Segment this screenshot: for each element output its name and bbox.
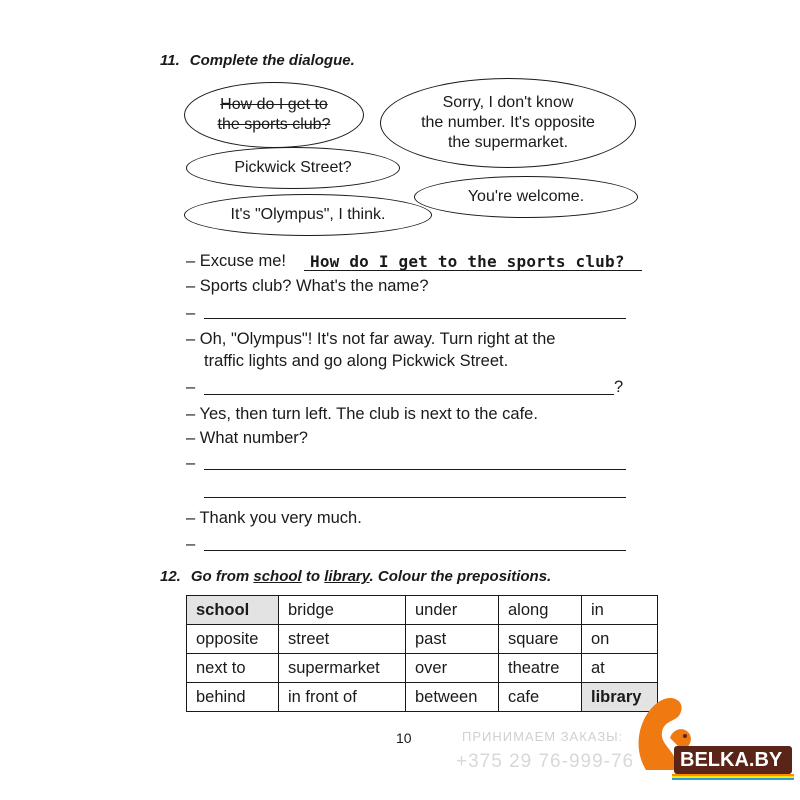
grid-cell[interactable]: next to [187,654,279,683]
grid-cell[interactable]: at [582,654,658,683]
question-mark: ? [614,378,624,396]
dialogue-dash-3: – [186,304,196,322]
handwritten-answer: How do I get to the sports club? [310,252,625,271]
prepositions-grid [186,595,658,712]
watermark-orders: ПРИНИМАЕМ ЗАКАЗЫ: [462,729,624,744]
grid-cell[interactable]: past [406,625,499,654]
table-row [187,683,658,712]
grid-cell[interactable]: square [499,625,582,654]
bubble-pickwick: Pickwick Street? [186,147,400,189]
logo-stripes [672,774,794,780]
answer-line-3[interactable] [204,318,626,319]
dialogue-line-7: – What number? [186,429,308,447]
dialogue-dash-8: – [186,454,196,472]
belka-logo [636,692,794,782]
grid-cell[interactable]: school [187,596,279,625]
dialogue-line-2: – Sports club? What's the name? [186,277,429,295]
bubble-welcome: You're welcome. [414,176,638,218]
table-row [187,654,658,683]
grid-cell[interactable]: theatre [499,654,582,683]
answer-line-8a[interactable] [204,469,626,470]
grid-cell[interactable]: street [279,625,406,654]
dialogue-line-4a: – Oh, "Olympus"! It's not far away. Turn right at the [186,330,556,348]
answer-line-10[interactable] [204,550,626,551]
answer-line-8b[interactable] [204,497,626,498]
answer-line-5[interactable] [204,394,614,395]
dialogue-dash-5: – [186,378,196,396]
grid-cell[interactable]: bridge [279,596,406,625]
bubble-sorry: Sorry, I don't know the number. It's opposite the supermarket. [380,78,636,168]
grid-cell[interactable]: under [406,596,499,625]
dialogue-line-9: – Thank you very much. [186,509,362,527]
grid-cell[interactable]: opposite [187,625,279,654]
task-11-title: 11. Complete the dialogue. [160,52,355,69]
bubble-olympus: It's "Olympus", I think. [184,194,432,236]
dialogue-dash-10: – [186,535,196,553]
task-12-title: 12. Go from school to library. Colour the prepositions. [160,568,552,585]
grid-cell[interactable]: supermarket [279,654,406,683]
grid-cell[interactable]: between [406,683,499,712]
watermark-phone: +375 29 76-999-76 [456,751,635,772]
grid-cell[interactable]: along [499,596,582,625]
table-row [187,596,658,625]
page-number: 10 [396,730,412,746]
grid-cell[interactable]: on [582,625,658,654]
grid-cell[interactable]: behind [187,683,279,712]
dialogue-line-1: – Excuse me! [186,252,286,270]
bubble-crossed-question: How do I get to the sports club? [184,82,364,148]
grid-cell[interactable]: in [582,596,658,625]
dialogue-line-4b: traffic lights and go along Pickwick Street. [204,352,509,370]
dialogue-line-6: – Yes, then turn left. The club is next to the cafe. [186,405,538,423]
table-row [187,625,658,654]
grid-cell[interactable]: in front of [279,683,406,712]
answer-line-1[interactable] [304,270,642,271]
grid-cell[interactable]: library [582,683,658,712]
logo-text: BELKA.BY [674,746,792,774]
grid-cell[interactable]: over [406,654,499,683]
grid-cell[interactable]: cafe [499,683,582,712]
